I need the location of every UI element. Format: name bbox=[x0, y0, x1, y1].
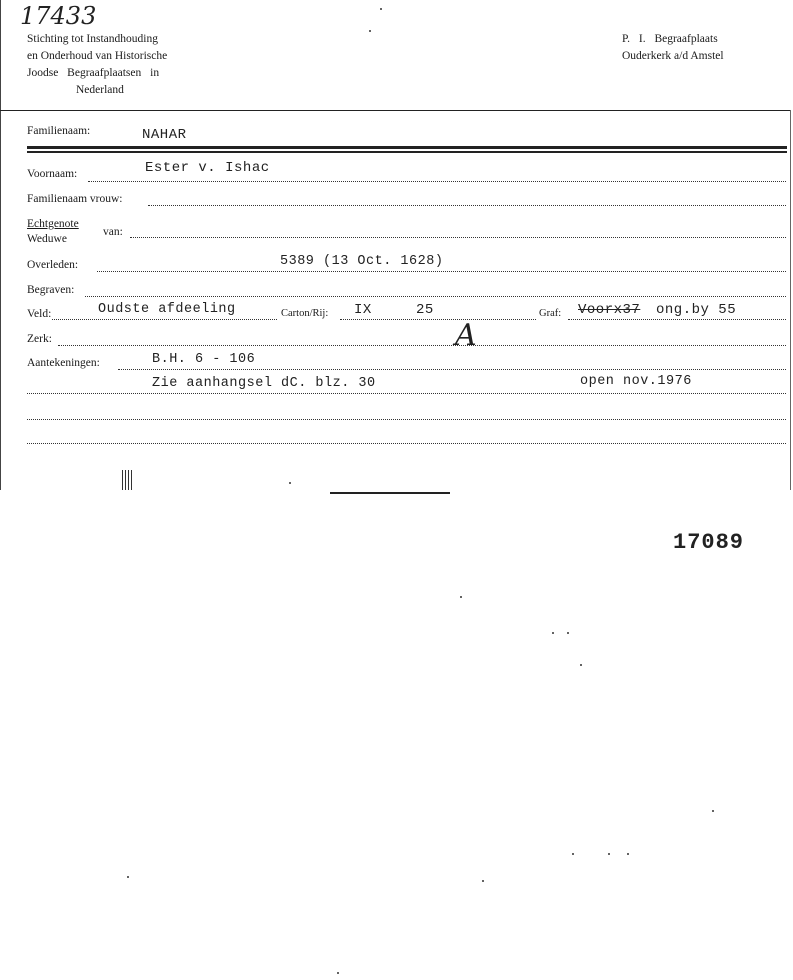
scan-speck bbox=[337, 972, 339, 974]
graf-label: Graf: bbox=[539, 308, 562, 319]
aantekeningen-label: Aantekeningen: bbox=[27, 357, 100, 369]
scan-speck bbox=[289, 482, 291, 484]
zerk-label: Zerk: bbox=[27, 333, 52, 345]
org-line-1: Stichting tot Instandhouding bbox=[27, 33, 158, 45]
scan-speck bbox=[627, 853, 629, 855]
scan-speck bbox=[567, 632, 569, 634]
rij-value: 25 bbox=[416, 302, 434, 318]
double-rule-bottom bbox=[27, 151, 787, 153]
scan-speck bbox=[572, 853, 574, 855]
double-rule-top bbox=[27, 146, 787, 149]
voornaam-label: Voornaam: bbox=[27, 168, 78, 180]
scan-speck bbox=[460, 596, 462, 598]
place-line-2: Ouderkerk a/d Amstel bbox=[622, 50, 724, 62]
aantekening-1: B.H. 6 - 106 bbox=[152, 352, 256, 367]
aantekeningen-dotted-line-4 bbox=[27, 443, 786, 444]
graf-struck-value: Voorx37 bbox=[578, 302, 641, 318]
voornaam-value: Ester v. Ishac bbox=[145, 160, 270, 176]
scan-speck bbox=[482, 880, 484, 882]
familienaam-vrouw-label: Familienaam vrouw: bbox=[27, 193, 123, 205]
scan-speck bbox=[712, 810, 714, 812]
aantekeningen-dotted-line-1 bbox=[118, 369, 786, 370]
handwritten-mark: A bbox=[455, 318, 477, 353]
right-card-edge bbox=[790, 110, 791, 490]
veld-value: Oudste afdeeling bbox=[98, 302, 236, 317]
familienaam-vrouw-dotted-line bbox=[148, 205, 786, 206]
scan-speck bbox=[608, 853, 610, 855]
aantekeningen-dotted-line-2 bbox=[27, 393, 786, 394]
scan-speck bbox=[580, 664, 582, 666]
veld-dotted-line bbox=[52, 319, 277, 320]
place-line-1: P. I. Begraafplaats bbox=[622, 33, 718, 45]
voornaam-dotted-line bbox=[88, 181, 786, 182]
aantekeningen-dotted-line-3 bbox=[27, 419, 786, 420]
left-card-edge bbox=[0, 0, 1, 490]
overleden-value: 5389 (13 Oct. 1628) bbox=[280, 254, 444, 269]
veld-label: Veld: bbox=[27, 308, 52, 320]
overleden-label: Overleden: bbox=[27, 259, 79, 271]
graf-dotted-line bbox=[568, 319, 786, 320]
scan-speck bbox=[127, 876, 129, 878]
overleden-dotted-line bbox=[97, 271, 786, 272]
aantekening-3: open nov.1976 bbox=[580, 374, 692, 389]
weduwe-label: Weduwe bbox=[27, 233, 67, 245]
org-line-4: Nederland bbox=[76, 84, 124, 96]
carton-value: IX bbox=[354, 302, 372, 318]
aantekening-2: Zie aanhangsel dC. blz. 30 bbox=[152, 376, 376, 391]
scan-speck bbox=[380, 8, 382, 10]
header-divider bbox=[0, 110, 790, 111]
graf-value: ong.by 55 bbox=[656, 302, 737, 318]
bottom-edge-rule bbox=[330, 492, 450, 494]
zerk-dotted-line bbox=[58, 345, 786, 346]
scan-speck bbox=[552, 632, 554, 634]
scan-speck bbox=[369, 30, 371, 32]
familienaam-label: Familienaam: bbox=[27, 125, 91, 137]
carton-rij-label: Carton/Rij: bbox=[281, 308, 329, 319]
org-line-3: Joodse Begraafplaatsen in bbox=[27, 67, 160, 79]
org-line-2: en Onderhoud van Historische bbox=[27, 50, 168, 62]
begraven-dotted-line bbox=[85, 296, 786, 297]
van-dotted-line bbox=[130, 237, 786, 238]
handwritten-card-number: 17433 bbox=[20, 2, 97, 30]
stamp-number: 17089 bbox=[673, 530, 745, 555]
echtgenote-label: Echtgenote bbox=[27, 218, 79, 230]
begraven-label: Begraven: bbox=[27, 284, 75, 296]
van-label: van: bbox=[103, 226, 123, 238]
familienaam-value: NAHAR bbox=[142, 127, 187, 143]
carton-rij-dotted-line bbox=[340, 319, 536, 320]
tick-marks bbox=[122, 470, 132, 490]
